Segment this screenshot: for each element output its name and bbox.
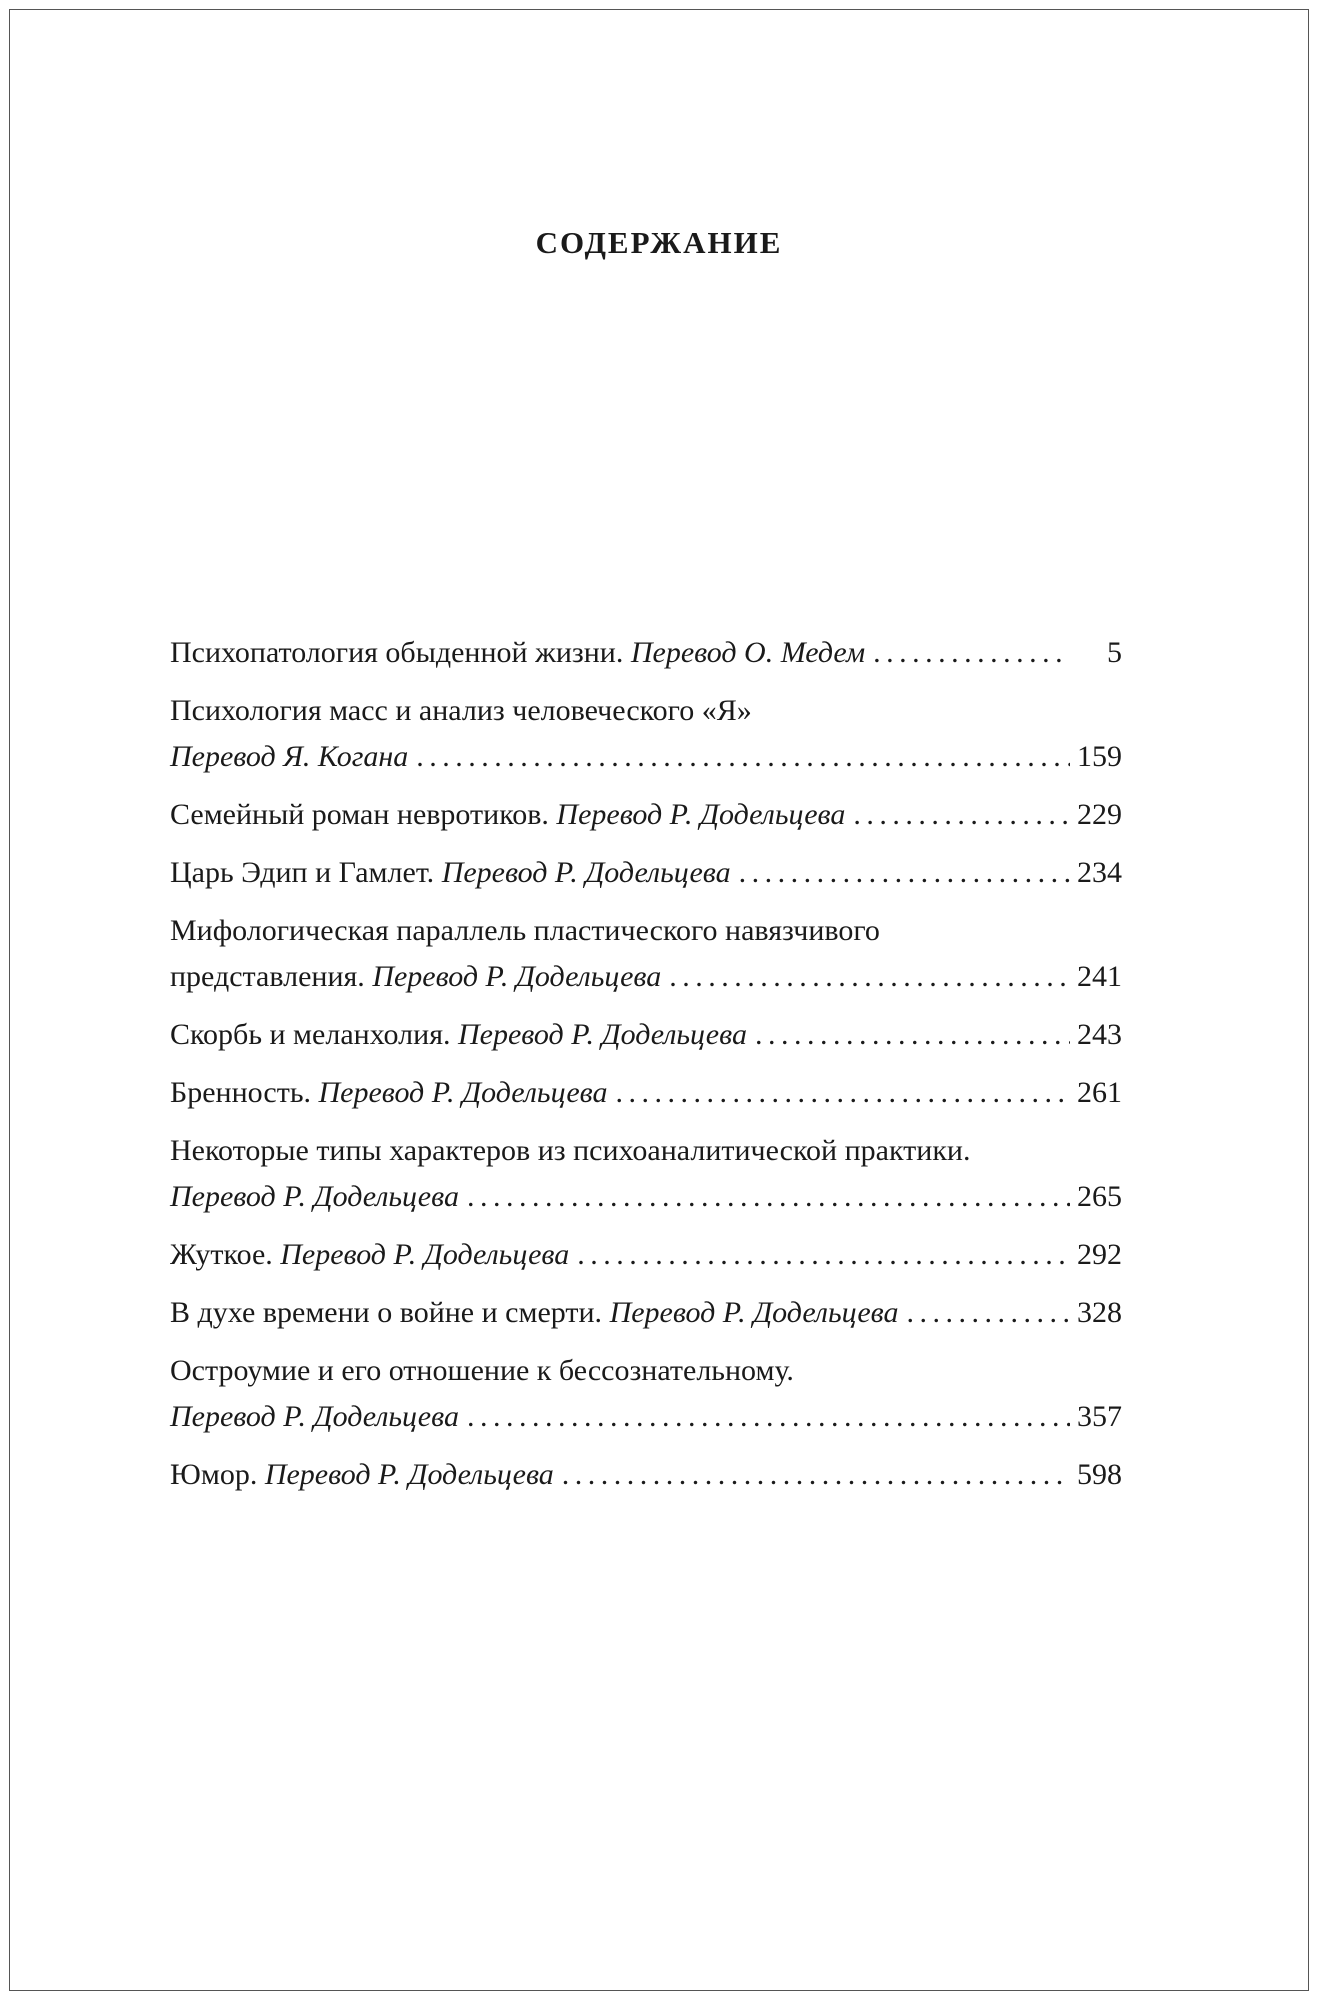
table-of-contents — [170, 630, 1122, 1510]
toc-entry[interactable] — [170, 1290, 1122, 1336]
entry-page-number: 261 — [1077, 1076, 1122, 1109]
entry-page-number: 234 — [1077, 856, 1122, 889]
entry-title: Остроумие и его отношение к бессознательному. — [170, 1354, 794, 1387]
dot-leader — [865, 630, 1070, 676]
entry-page-number: 243 — [1077, 1018, 1122, 1051]
toc-entry[interactable] — [170, 1232, 1122, 1278]
entry-translator: Перевод Р. Додельцева — [280, 1238, 570, 1271]
entry-translator: Перевод Р. Додельцева — [372, 960, 662, 993]
dot-leader — [459, 1394, 1070, 1440]
toc-entry[interactable] — [170, 630, 1122, 676]
entry-translator: Перевод О. Медем — [630, 636, 866, 669]
entry-page-number: 241 — [1077, 960, 1122, 993]
entry-page-number: 328 — [1077, 1296, 1122, 1329]
toc-entry[interactable] — [170, 1348, 1122, 1440]
entry-title: Мифологическая параллель пластического навязчивого — [170, 914, 880, 947]
entry-translator: Перевод Р. Додельцева — [441, 856, 731, 889]
entry-translator: Перевод Р. Додельцева — [556, 798, 846, 831]
toc-entry[interactable] — [170, 908, 1122, 1000]
entry-page-number: 5 — [1107, 636, 1122, 669]
entry-title: В духе времени о войне и смерти. — [170, 1296, 603, 1329]
dot-leader — [899, 1290, 1070, 1336]
toc-entry[interactable] — [170, 688, 1122, 780]
entry-title: Некоторые типы характеров из психоаналитической практики. — [170, 1134, 971, 1167]
dot-leader — [569, 1232, 1070, 1278]
toc-entry[interactable] — [170, 792, 1122, 838]
entry-page-number: 598 — [1077, 1458, 1122, 1491]
dot-leader — [554, 1452, 1070, 1498]
entry-translator: Перевод Р. Додельцева — [170, 1400, 459, 1433]
entry-title: Семейный роман невротиков. — [170, 798, 549, 831]
dot-leader — [661, 954, 1070, 1000]
dot-leader — [747, 1012, 1070, 1058]
dot-leader — [459, 1174, 1070, 1220]
entry-title: Жуткое. — [170, 1238, 273, 1271]
entry-translator: Перевод Р. Додельцева — [264, 1458, 554, 1491]
toc-entry[interactable] — [170, 1128, 1122, 1220]
dot-leader — [845, 792, 1070, 838]
entry-title: Юмор. — [170, 1458, 258, 1491]
entry-title-continued: представления. — [170, 960, 365, 993]
toc-entry[interactable] — [170, 1012, 1122, 1058]
entry-translator: Перевод Р. Додельцева — [318, 1076, 608, 1109]
entry-translator: Перевод Р. Додельцева — [170, 1180, 459, 1213]
toc-entry[interactable] — [170, 1452, 1122, 1498]
entry-translator: Перевод Р. Додельцева — [609, 1296, 899, 1329]
entry-page-number: 292 — [1077, 1238, 1122, 1271]
page-title: СОДЕРЖАНИЕ — [535, 225, 783, 260]
dot-leader — [408, 734, 1070, 780]
entry-translator: Перевод Я. Когана — [170, 740, 409, 773]
entry-page-number: 229 — [1077, 798, 1122, 831]
entry-page-number: 357 — [1077, 1400, 1122, 1433]
entry-title: Царь Эдип и Гамлет. — [170, 856, 435, 889]
entry-translator: Перевод Р. Додельцева — [458, 1018, 747, 1051]
entry-page-number: 159 — [1077, 740, 1122, 773]
dot-leader — [607, 1070, 1070, 1116]
dot-leader — [731, 850, 1070, 896]
entry-title: Психология масс и анализ человеческого «Я» — [170, 694, 752, 727]
toc-entry[interactable] — [170, 850, 1122, 896]
entry-title: Психопатология обыденной жизни. — [170, 636, 624, 669]
entry-page-number: 265 — [1077, 1180, 1122, 1213]
entry-title: Скорбь и меланхолия. — [170, 1018, 451, 1051]
entry-title: Бренность. — [170, 1076, 312, 1109]
toc-entry[interactable] — [170, 1070, 1122, 1116]
